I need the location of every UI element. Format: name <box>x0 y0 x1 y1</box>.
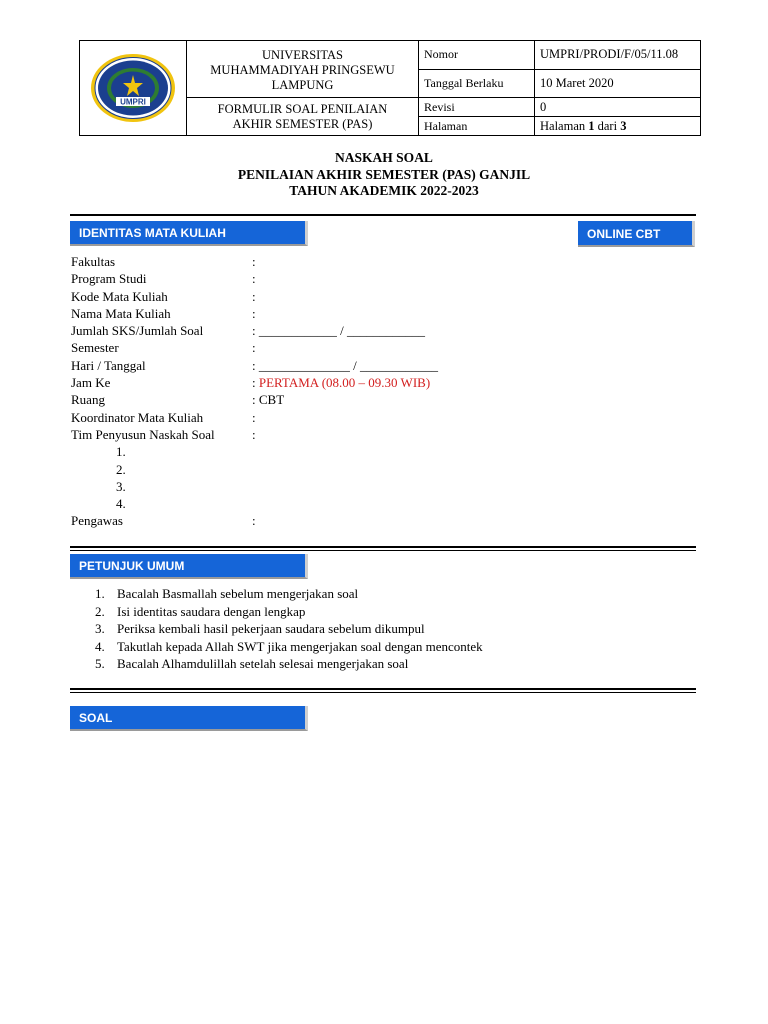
meta-value-tanggal-berlaku: 10 Maret 2020 <box>535 69 701 98</box>
title-line-2: PENILAIAN AKHIR SEMESTER (PAS) GANJIL <box>237 166 531 182</box>
field-value: : <box>252 254 256 269</box>
field-value: : <box>252 426 256 442</box>
field-label: Tim Penyusun Naskah Soal <box>71 426 215 442</box>
field-label: Fakultas <box>71 254 116 269</box>
jam-ke-session: PERTAMA (08.00 – 09.30 WIB) <box>258 375 431 391</box>
team-member-number: 4. <box>116 496 126 512</box>
halaman-prefix: Halaman <box>540 118 589 133</box>
field-label: Koordinator Mata Kuliah <box>71 409 204 425</box>
section-divider-soal <box>70 688 696 693</box>
logo-text: UMPRI <box>120 97 146 107</box>
document-title <box>0 150 768 200</box>
field-row-semester <box>71 339 691 356</box>
meta-label-tanggal-berlaku: Tanggal Berlaku <box>419 69 535 98</box>
field-label: Kode Mata Kuliah <box>71 288 168 304</box>
field-row-tim-penyusun <box>71 426 691 443</box>
jam-ke-colon: : <box>252 375 259 391</box>
institution-line-3: LAMPUNG <box>271 77 334 92</box>
form-title-line-2: AKHIR SEMESTER (PAS) <box>232 116 373 131</box>
list-item-number: 1. <box>95 586 105 601</box>
field-label: Semester <box>71 340 119 356</box>
section-heading-identitas: IDENTITAS MATA KULIAH <box>70 221 308 246</box>
list-item-number: 5. <box>95 656 105 672</box>
institution-line-1: UNIVERSITAS <box>262 47 343 62</box>
field-row-program-studi <box>71 270 691 287</box>
team-member-number: 1. <box>116 444 126 460</box>
field-value: : <box>252 305 256 321</box>
list-item-text: Isi identitas saudara dengan lengkap <box>117 603 306 619</box>
university-logo <box>90 53 176 123</box>
halaman-of: dari <box>594 118 621 133</box>
team-member-row <box>71 443 691 460</box>
field-value: : ______________ / ____________ <box>252 357 438 373</box>
list-item-text: Takutlah kepada Allah SWT jika mengerjakan soal dengan mencontek <box>117 638 483 654</box>
field-row-ruang <box>71 391 691 408</box>
field-row-jam-ke <box>71 374 691 391</box>
section-heading-soal: SOAL <box>70 706 308 731</box>
title-line-3: TAHUN AKADEMIK 2022-2023 <box>289 183 479 198</box>
meta-value-nomor: UMPRI/PRODI/F/05/11.08 <box>535 41 701 70</box>
field-value: : <box>252 288 256 304</box>
field-value: : CBT <box>252 392 285 408</box>
field-label: Nama Mata Kuliah <box>71 305 171 321</box>
list-item-number: 4. <box>95 638 105 654</box>
meta-value-halaman <box>535 117 701 136</box>
field-row-hari-tanggal <box>71 357 691 374</box>
field-value: : ____________ / ____________ <box>252 323 425 339</box>
field-row-koordinator <box>71 409 691 426</box>
form-title-line-1: FORMULIR SOAL PENILAIAN <box>217 101 388 116</box>
field-row-fakultas <box>71 253 691 270</box>
halaman-total-pages: 3 <box>620 118 627 133</box>
field-label: Jam Ke <box>71 375 111 391</box>
list-item-number: 3. <box>95 621 105 637</box>
list-item-text: Bacalah Alhamdulillah setelah selesai mengerjakan soal <box>117 656 409 672</box>
field-row-jumlah-sks <box>71 322 691 339</box>
course-identity-fields <box>71 253 691 530</box>
team-member-row <box>71 461 691 478</box>
field-value: : <box>252 513 256 529</box>
title-line-1: NASKAH SOAL <box>335 150 433 165</box>
field-row-kode-mata-kuliah <box>71 288 691 305</box>
team-member-number: 3. <box>116 478 126 494</box>
team-member-row <box>71 495 691 512</box>
institution-name-cell <box>187 41 419 98</box>
list-item-number: 2. <box>95 603 105 619</box>
section-heading-petunjuk: PETUNJUK UMUM <box>70 554 308 579</box>
meta-label-revisi: Revisi <box>419 98 535 117</box>
field-label: Pengawas <box>71 513 123 529</box>
form-title-cell <box>187 98 419 136</box>
field-label: Ruang <box>71 392 105 408</box>
field-value: : <box>252 340 256 356</box>
field-value: : <box>252 271 256 287</box>
meta-label-nomor: Nomor <box>419 41 535 70</box>
field-value: : <box>252 409 256 425</box>
meta-value-revisi: 0 <box>535 98 701 117</box>
list-item-text: Periksa kembali hasil pekerjaan saudara sebelum dikumpul <box>117 621 425 637</box>
field-label: Program Studi <box>71 271 147 287</box>
logo-cell <box>80 41 187 136</box>
document-header-table <box>79 40 701 136</box>
section-divider-identitas <box>70 214 696 216</box>
halaman-page-number: 1 <box>588 118 595 133</box>
list-item-text: Bacalah Basmallah sebelum mengerjakan soal <box>117 586 359 601</box>
field-row-pengawas <box>71 512 691 529</box>
field-value <box>252 374 430 391</box>
field-label: Hari / Tanggal <box>71 357 146 373</box>
field-row-nama-mata-kuliah <box>71 305 691 322</box>
section-divider-petunjuk <box>70 546 696 551</box>
online-cbt-badge: ONLINE CBT <box>578 221 695 247</box>
field-label: Jumlah SKS/Jumlah Soal <box>71 323 204 339</box>
meta-label-halaman: Halaman <box>419 117 535 136</box>
team-member-row <box>71 478 691 495</box>
institution-line-2: MUHAMMADIYAH PRINGSEWU <box>210 62 395 77</box>
team-member-number: 2. <box>116 461 126 477</box>
